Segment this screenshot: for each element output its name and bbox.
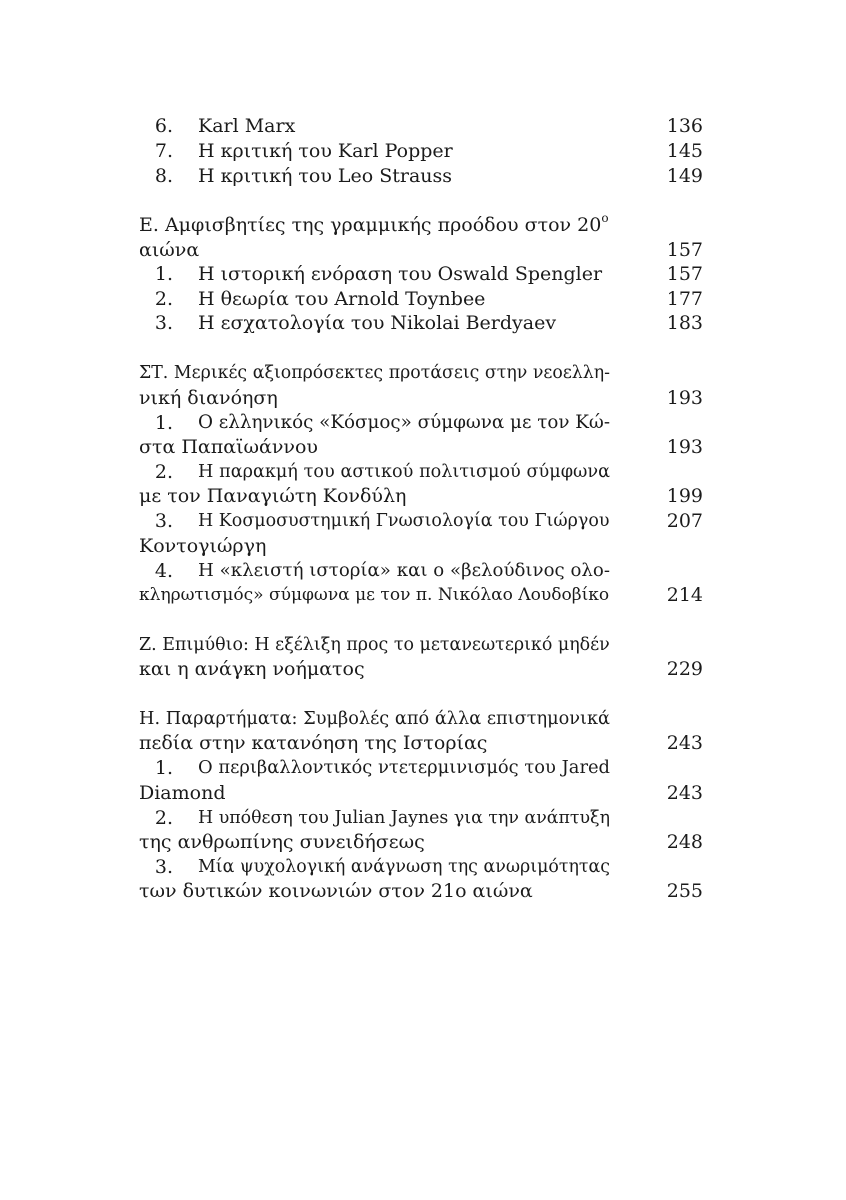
toc-section-title-sup: ο [601, 211, 609, 225]
toc-item-number: 8. [154, 165, 173, 187]
toc-item-page: 136 [666, 115, 703, 137]
toc-item-title: Η κριτική του Leo Strauss [198, 165, 453, 187]
toc-section-page: 243 [666, 732, 703, 754]
toc-item-page: 157 [666, 263, 703, 285]
toc-section-title: Ζ. Επιμύθιο: Η εξέλιξη προς το μετανεωτερικό μηδέν [139, 635, 610, 655]
toc-item-page: 207 [666, 510, 703, 532]
toc-section-title-cont: νική διανόηση [139, 387, 278, 409]
toc-item-number: 6. [154, 115, 173, 137]
toc-item-title: Ο περιβαλλοντικός ντετερμινισμός του Jared [198, 757, 610, 778]
toc-item-title: Η υπόθεση του Julian Jaynes για την ανάπτυξη [198, 808, 610, 828]
toc-item-page: 243 [666, 782, 703, 804]
toc-item-number: 1. [154, 412, 173, 434]
toc-item-title: Η ιστορική ενόραση του Oswald Spengler [198, 263, 603, 285]
toc-item-title-cont: κληρωτισμός» σύμφωνα με τον π. Νικόλαο Λουδοβίκο [139, 585, 610, 605]
toc-section-title: Η. Παραρτήματα: Συμβολές από άλλα επιστημονικά [139, 709, 610, 729]
toc-item-title-cont: των δυτικών κοινωνιών στον 21ο αιώνα [139, 880, 533, 902]
toc-item-page: 248 [666, 831, 703, 853]
toc-section-title-cont: αιώνα [139, 239, 200, 261]
toc-item-title-cont: Κοντογιώργη [139, 535, 267, 557]
toc-item-number: 1. [154, 263, 173, 285]
toc-item-title-cont: στα Παπαϊωάννου [139, 436, 318, 458]
toc-item-page: 177 [666, 288, 703, 310]
toc-item-title-cont: της ανθρωπίνης συνειδήσεως [139, 831, 425, 853]
toc-item-page: 145 [666, 140, 703, 162]
toc-item-title: Η «κλειστή ιστορία» και ο «βελούδινος ολο- [198, 560, 610, 581]
toc-item-number: 2. [154, 461, 173, 483]
toc-item-title-cont: με τον Παναγιώτη Κονδύλη [139, 485, 407, 507]
toc-item-title: Η θεωρία του Arnold Toynbee [198, 288, 486, 310]
toc-item-title: Ο ελληνικός «Κόσμος» σύμφωνα με τον Κώ- [198, 412, 611, 433]
toc-item-title: Η εσχατολογία του Nikolai Berdyaev [198, 312, 557, 334]
toc-item-page: 183 [666, 312, 703, 334]
toc-item-page: 149 [666, 165, 703, 187]
toc-section-page: 229 [666, 658, 703, 680]
toc-section-page: 157 [666, 239, 703, 261]
toc-item-number: 3. [154, 856, 173, 878]
toc-item-title: Η παρακμή του αστικού πολιτισμού σύμφωνα [198, 462, 610, 482]
toc-section-title [139, 213, 609, 237]
toc-item-page: 199 [666, 485, 703, 507]
toc-item-page: 214 [666, 584, 703, 606]
toc-section-title-cont: και η ανάγκη νοήματος [139, 658, 365, 680]
toc-item-title: Η κριτική του Karl Popper [198, 140, 453, 162]
toc-item-number: 1. [154, 757, 173, 779]
toc-item-number: 2. [154, 288, 173, 310]
toc-section-page: 193 [666, 387, 703, 409]
toc-section-title-text: Ε. Αμφισβητίες της γραμμικής προόδου στον 20 [139, 214, 602, 236]
toc-item-title: Karl Marx [198, 115, 296, 137]
toc-item-number: 2. [154, 807, 173, 829]
toc-item-title-cont: Diamond [139, 782, 226, 804]
toc-item-number: 7. [154, 140, 173, 162]
toc-section-title-cont: πεδία στην κατανόηση της Ιστορίας [139, 732, 488, 754]
toc-item-number: 3. [154, 312, 173, 334]
toc-item-title: Μία ψυχολογική ανάγνωση της ανωριμότητας [198, 857, 610, 877]
toc-section-title: ΣΤ. Μερικές αξιοπρόσεκτες προτάσεις στην νεοελλη- [139, 363, 610, 383]
toc-item-number: 3. [154, 510, 173, 532]
toc-item-page: 255 [666, 880, 703, 902]
toc-item-title: Η Κοσμοσυστημική Γνωσιολογία του Γιώργου [198, 511, 610, 531]
toc-item-page: 193 [666, 436, 703, 458]
toc-item-number: 4. [154, 560, 173, 582]
